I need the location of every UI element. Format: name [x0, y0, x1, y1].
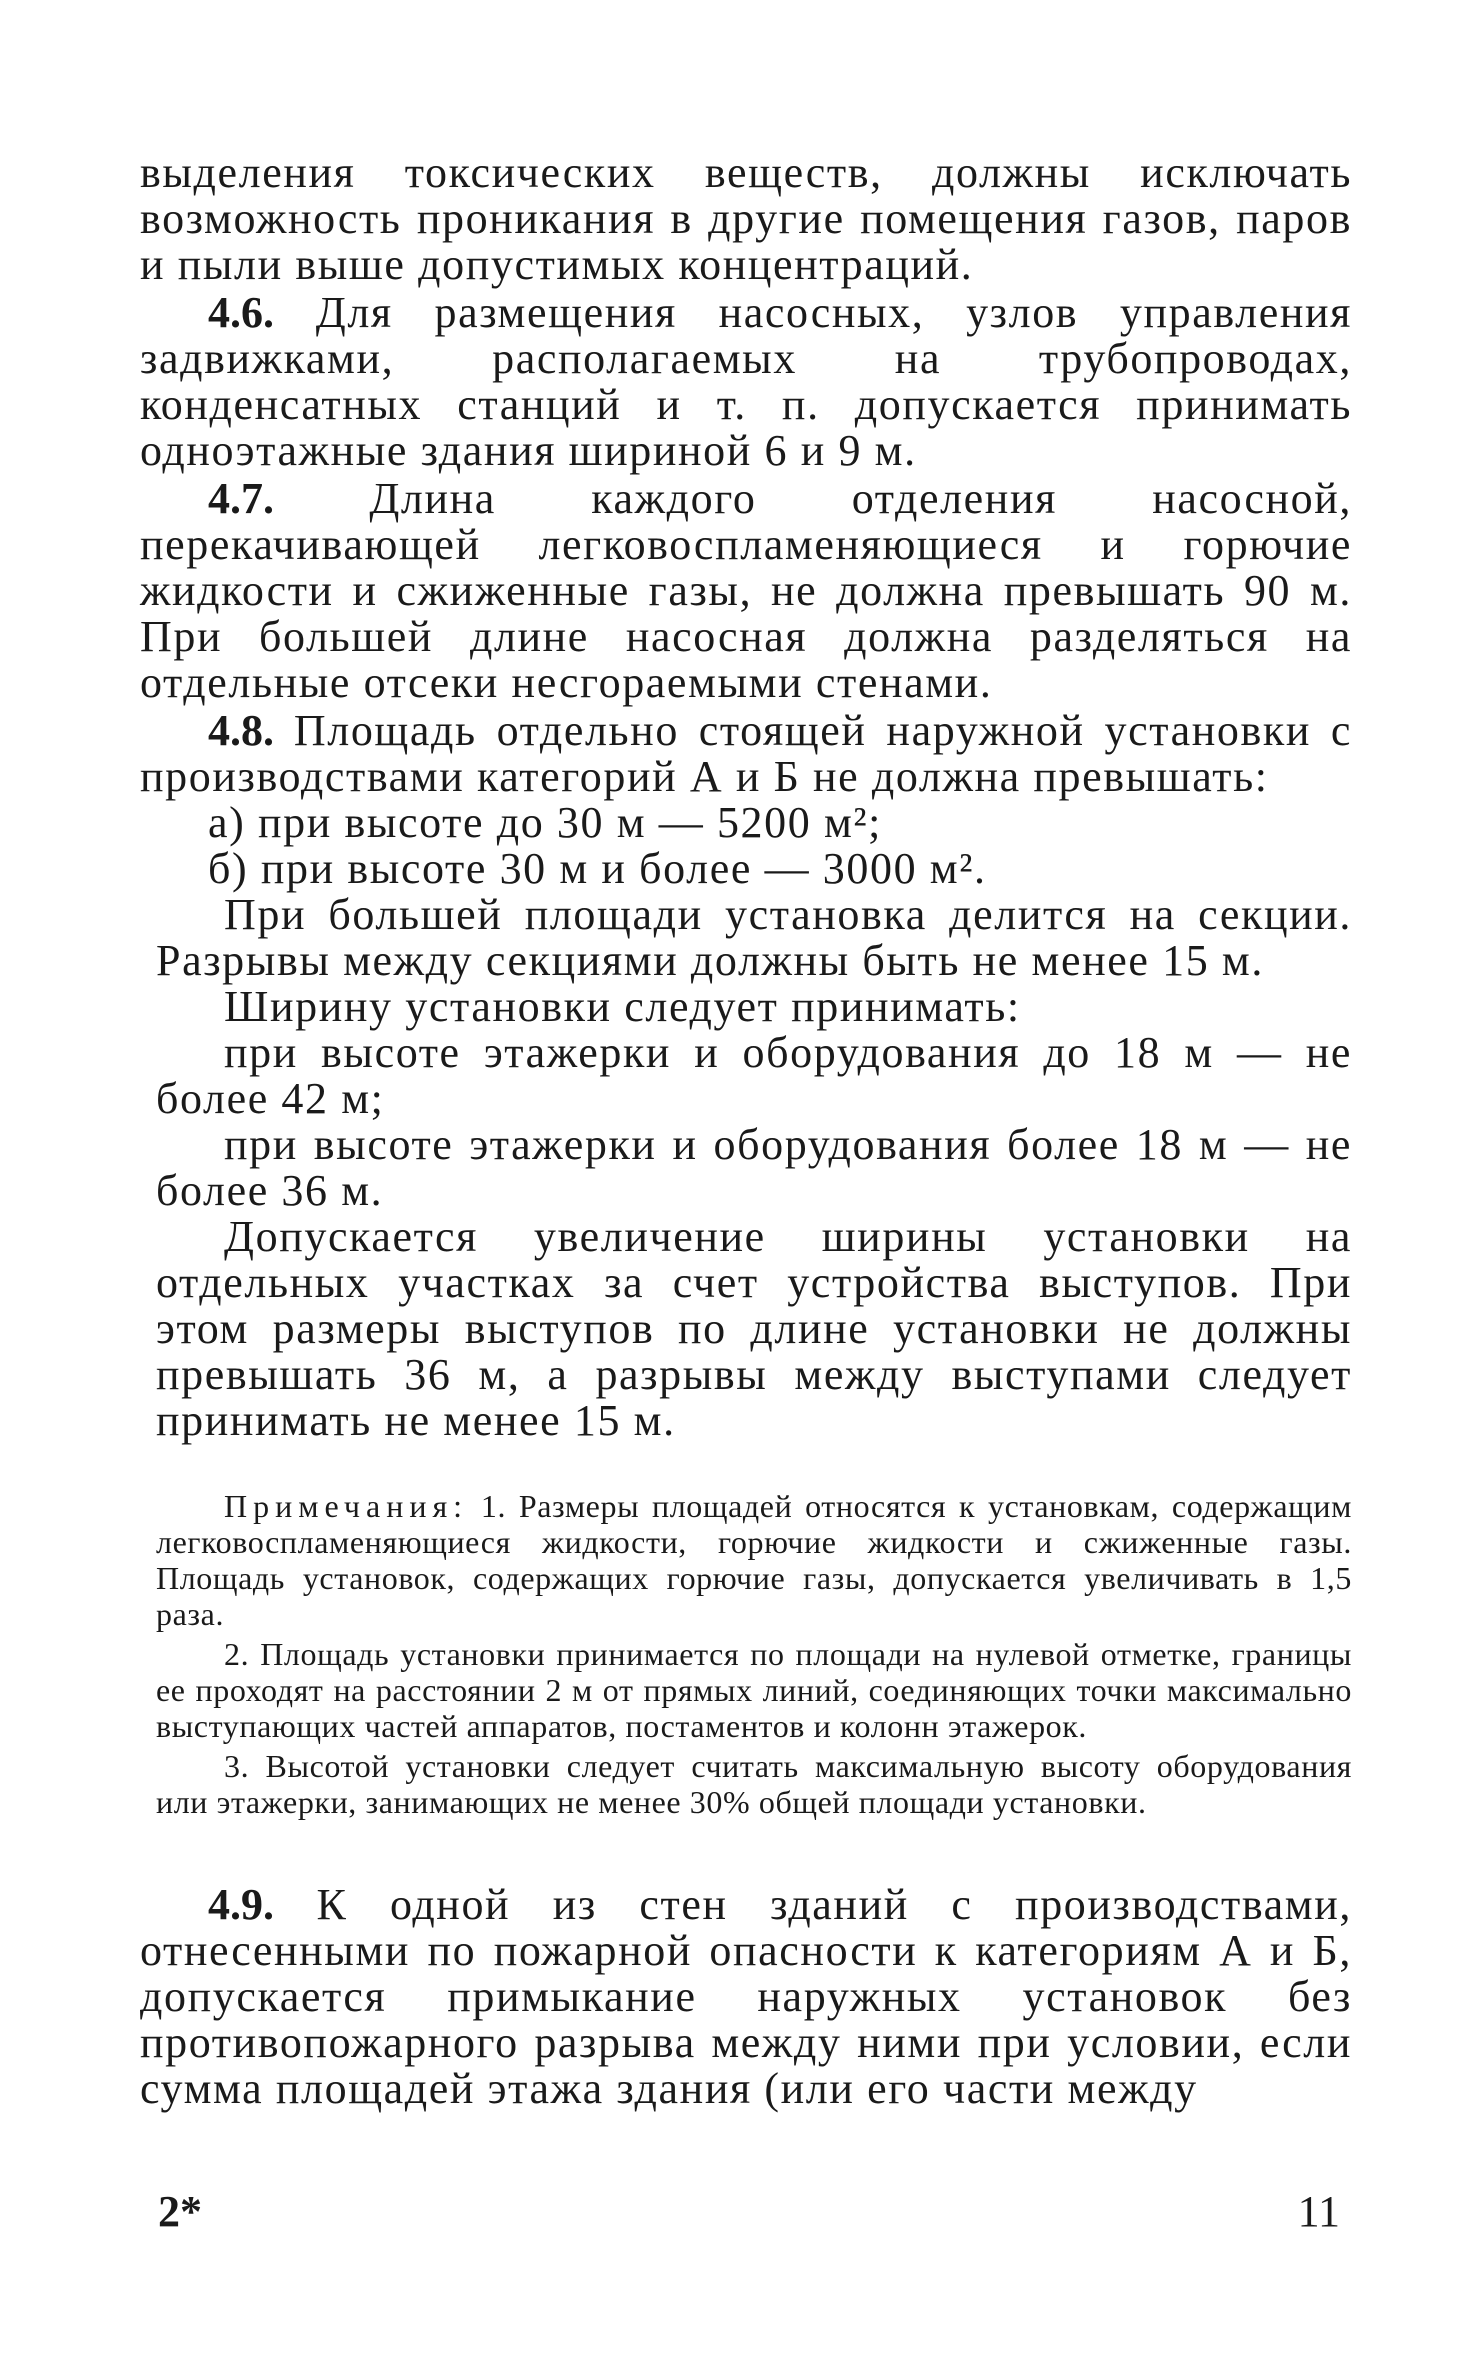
note-2: 2. Площадь установки принимается по площади на нулевой отметке, границы ее проходят на расстоянии 2 м от прямых линий, соединяющих точки максимально выступающих частей аппаратов, постаментов и колонн этажерок. — [156, 1636, 1352, 1744]
note-3: 3. Высотой установки следует считать максимальную высоту оборудования или этажерки, занимающих не менее 30% общей площади установки. — [156, 1748, 1352, 1820]
page-body — [140, 150, 1352, 2112]
main-text — [140, 150, 1352, 1444]
paragraph-text: Длина каждого отделения насосной, перекачивающей легковоспламеняющиеся и горючие жидкости и сжиженные газы, не должна превышать 90 м. При большей длине насосная должна разделяться на отдельные отсеки несгораемыми стенами. — [140, 474, 1352, 707]
list-item-a: а) при высоте до 30 м — 5200 м²; — [208, 798, 883, 847]
section-number: 4.6. — [208, 288, 274, 337]
paragraph-allowed: Допускается увеличение ширины установки на отдельных участках за счет устройства выступов. При этом размеры выступов по длине установки не должны превышать 36 м, а разрывы между выступами следует принимать не менее 15 м. — [156, 1212, 1352, 1445]
paragraph-width-b: при высоте этажерки и оборудования более 18 м — не более 36 м. — [156, 1120, 1352, 1215]
paragraph-4-7 — [140, 476, 1352, 706]
paragraph-text: Для размещения насосных, узлов управления задвижками, располагаемых на трубопроводах, конденсатных станций и т. п. допускается принимать одноэтажные здания шириной 6 и 9 м. — [140, 288, 1352, 475]
note-1 — [156, 1488, 1352, 1632]
section-number: 4.7. — [208, 474, 274, 523]
section-number: 4.9. — [208, 1880, 274, 1929]
paragraph-4-6 — [140, 290, 1352, 474]
paragraph-4-9 — [140, 1882, 1352, 2112]
paragraph-width-a: при высоте этажерки и оборудования до 18 м — не более 42 м; — [156, 1028, 1352, 1123]
section-number: 4.8. — [208, 706, 274, 755]
page-number: 11 — [1297, 2187, 1340, 2236]
main-text-continued — [140, 1882, 1352, 2112]
paragraph-text: К одной из стен зданий с производствами, отнесенными по пожарной опасности к категориям А и Б, допускается примыкание наружных установок без противопожарного разрыва между ними при условии, если сумма площадей этажа здания (или его части между — [140, 1880, 1352, 2113]
paragraph-continuation: выделения токсических веществ, должны исключать возможность проникания в другие помещения газов, паров и пыли выше допустимых концентраций. — [140, 148, 1352, 289]
signature-mark: 2* — [158, 2187, 202, 2236]
paragraph-width-intro: Ширину установки следует принимать: — [224, 982, 1021, 1031]
paragraph-4-8 — [140, 708, 1352, 800]
notes-block — [156, 1488, 1352, 1820]
list-item-b: б) при высоте 30 м и более — 3000 м². — [208, 844, 987, 893]
note-text: 1. Размеры площадей относятся к установкам, содержащим легковоспламеняющиеся жидкости, горючие жидкости и сжиженные газы. Площадь установок, содержащих горючие газы, допускается увеличивать в 1,5 раза. — [156, 1488, 1352, 1632]
paragraph-text: Площадь отдельно стоящей наружной установки с производствами категорий А и Б не должна превышать: — [140, 706, 1352, 801]
notes-label: Примечания: — [224, 1488, 469, 1524]
paragraph-sections: При большей площади установка делится на секции. Разрывы между секциями должны быть не менее 15 м. — [156, 890, 1352, 985]
